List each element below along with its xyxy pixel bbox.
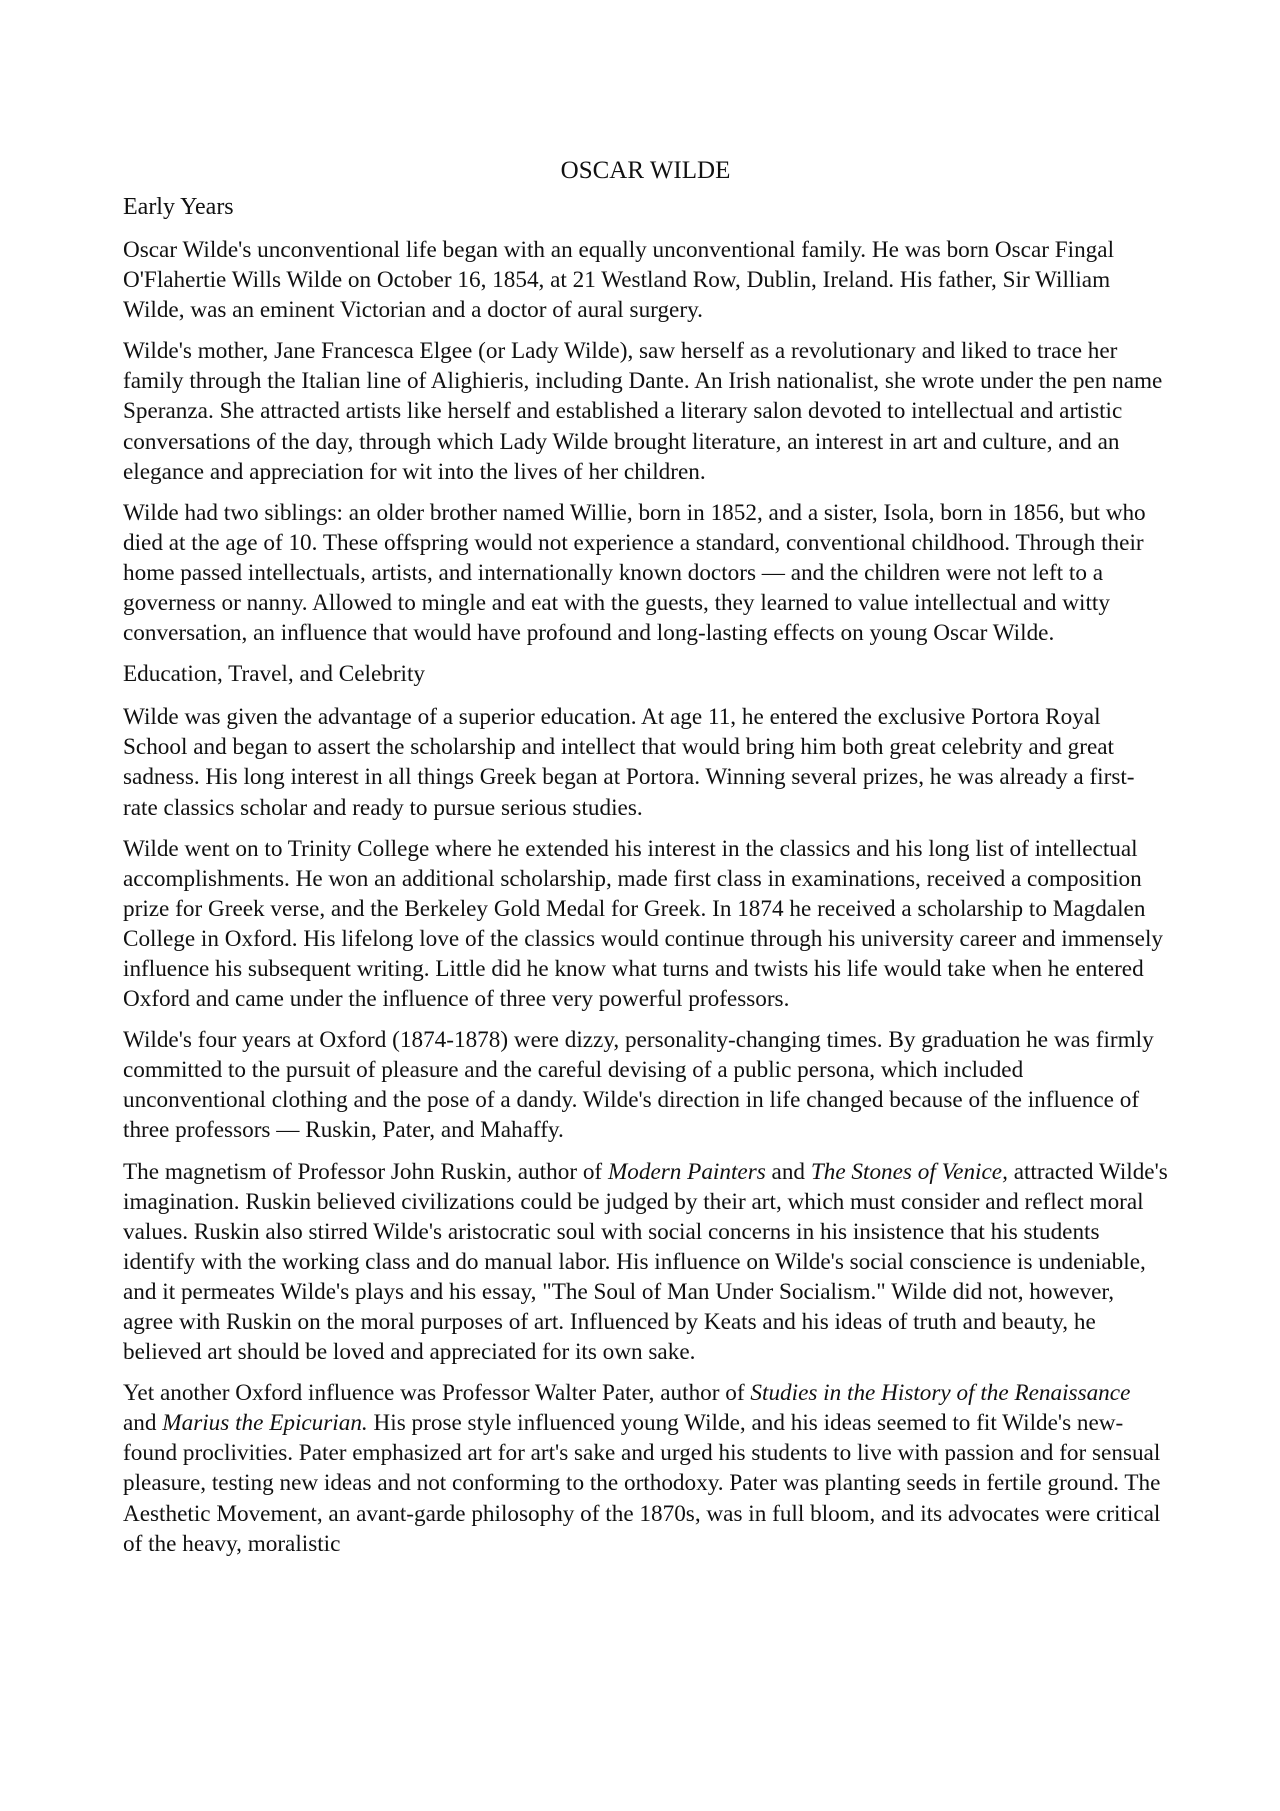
- section-heading-early-years: Early Years: [123, 194, 234, 220]
- paragraph: Wilde had two siblings: an older brother named Willie, born in 1852, and a sister, Isola, born in 1856, but who died at the age of 10. These offspring would not experience a standard, conventional childhood. Through their home passed intellectuals, artists, and internationally known doctors — and the children were not left to a governess or nanny. Allowed to mingle and eat with the guests, they learned to value intellectual and witty conversation, an influence that would have profound and long-lasting effects on young Oscar Wilde.: [123, 499, 1146, 647]
- text-segment: His prose style influenced young Wilde, and his ideas seemed to fit Wilde's new-found proclivities. Pater emphasized art for art's sake and urged his students to live with passion and for sensual pleasure, testing new ideas and not conforming to the orthodoxy. Pater was planting seeds in fertile ground. The Aesthetic Movement, an avant-garde philosophy of the 1870s, was in full bloom, and its advocates were critical of the heavy, moralistic: [123, 1410, 1161, 1557]
- paragraph-pater: [123, 1378, 1168, 1559]
- work-title: Marius the Epicurian.: [162, 1410, 368, 1437]
- document-body: [123, 156, 1168, 1570]
- work-title: Modern Painters: [607, 1158, 766, 1185]
- text-segment: and: [123, 1410, 163, 1437]
- paragraph: Wilde went on to Trinity College where he extended his interest in the classics and his long list of intellectual accomplishments. He won an additional scholarship, made first class in examinations, received a composition prize for Greek verse, and the Berkeley Gold Medal for Greek. In 1874 he received a scholarship to Magdalen College in Oxford. His lifelong love of the classics would continue through his university career and immensely influence his subsequent writing. Little did he know what turns and twists his life would take when he entered Oxford and came under the influence of three very powerful professors.: [123, 835, 1163, 1013]
- paragraph: Oscar Wilde's unconventional life began with an equally unconventional family. He was born Oscar Fingal O'Flahertie Wills Wilde on October 16, 1854, at 21 Westland Row, Dublin, Ireland. His father, Sir William Wilde, was an eminent Victorian and a doctor of aural surgery.: [123, 237, 1115, 324]
- paragraph-ruskin: [123, 1157, 1168, 1368]
- text-segment: attracted Wilde's imagination. Ruskin believed civilizations could be judged by their art, which must consider and reflect moral values. Ruskin also stirred Wilde's aristocratic soul with social concerns in his insistence that his students identify with the working class and do manual labor. His influence on Wilde's social conscience is undeniable, and it permeates Wilde's plays and his essay, "The Soul of Man Under Socialism." Wilde did not, however, agree with Ruskin on the moral purposes of art. Influenced by Keats and his ideas of truth and beauty, he believed art should be loved and appreciated for its own sake.: [123, 1158, 1168, 1366]
- work-title: Studies in the History of the Renaissance: [750, 1380, 1131, 1407]
- paragraph: Wilde's mother, Jane Francesca Elgee (or Lady Wilde), saw herself as a revolutionary and liked to trace her family through the Italian line of Alighieris, including Dante. An Irish nationalist, she wrote under the pen name Speranza. She attracted artists like herself and established a literary salon devoted to intellectual and artistic conversations of the day, through which Lady Wilde brought literature, an interest in art and culture, and an elegance and appreciation for wit into the lives of her children.: [123, 338, 1163, 485]
- text-segment: and: [765, 1158, 811, 1185]
- text-segment: Yet another Oxford influence was Professor Walter Pater, author of: [123, 1380, 751, 1407]
- section-heading-education: Education, Travel, and Celebrity: [123, 661, 426, 688]
- page-title: OSCAR WILDE: [560, 157, 731, 184]
- paragraph: Wilde's four years at Oxford (1874-1878) were dizzy, personality-changing times. By graduation he was firmly committed to the pursuit of pleasure and the careful devising of a public persona, which included unconventional clothing and the pose of a dandy. Wilde's direction in life changed because of the influence of three professors — Ruskin, Pater, and Mahaffy.: [123, 1027, 1154, 1144]
- work-title: The Stones of Venice,: [810, 1158, 1008, 1185]
- paragraph: Wilde was given the advantage of a superior education. At age 11, he entered the exclusive Portora Royal School and began to assert the scholarship and intellect that would bring him both great celebrity and great sadness. His long interest in all things Greek began at Portora. Winning several prizes, he was already a first-rate classics scholar and ready to pursue serious studies.: [123, 704, 1135, 821]
- text-segment: The magnetism of Professor John Ruskin, author of: [123, 1158, 608, 1185]
